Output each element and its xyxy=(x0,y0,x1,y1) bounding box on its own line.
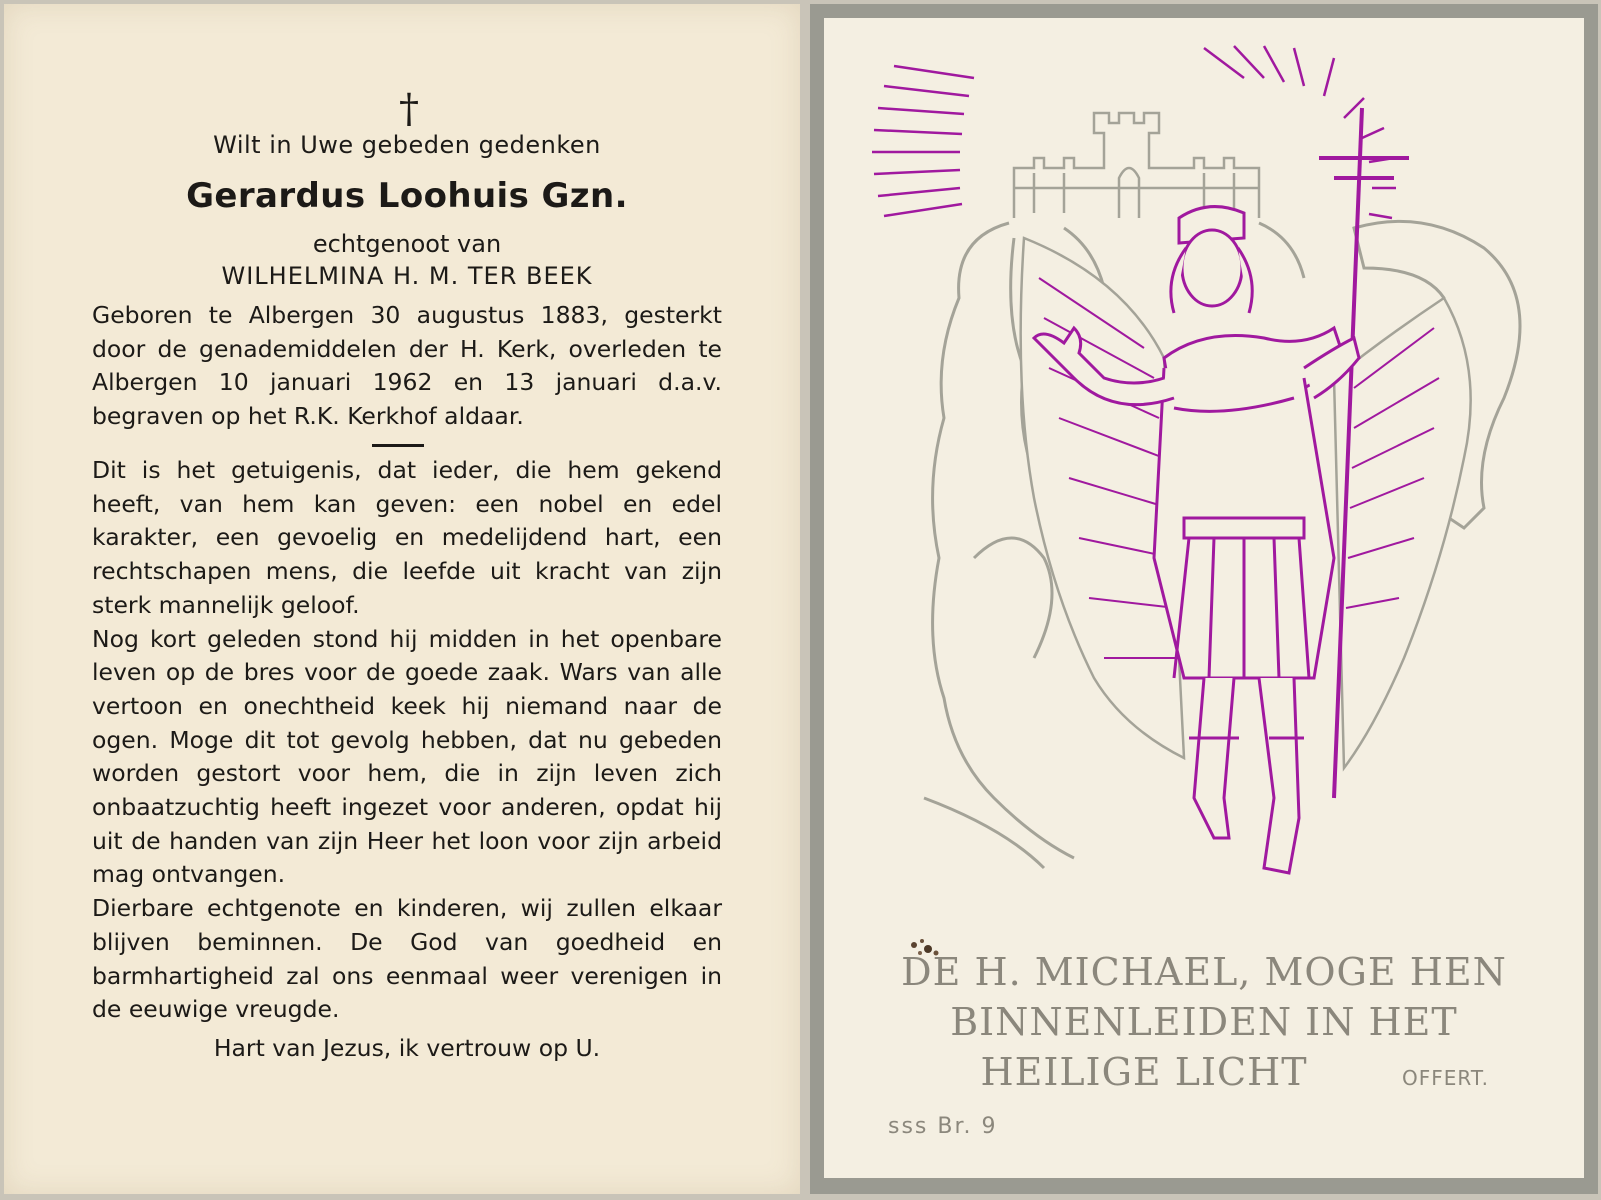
testimony-paragraph-3: Dierbare echtgenote en kinderen, wij zullen elkaar blijven beminnen. De God van goedheid en barmhartigheid zal ons eenmaal weer verenigen in de eeuwige vreugde. xyxy=(92,894,722,1024)
caption-line-2: BINNENLEIDEN IN HET xyxy=(950,1000,1458,1044)
divider xyxy=(372,444,424,447)
caption-line-3: HEILIGE LICHT xyxy=(980,1050,1308,1094)
testimony-paragraph-1: Dit is het getuigenis, dat ieder, die hem gekend heeft, van hem kan geven: een nobel en edel karakter, een gevoelig en medelijdend hart, een rechtschapen mens, die leefde uit kracht van zijn sterk mannelijk geloof. xyxy=(92,456,722,619)
castle-icon xyxy=(1014,113,1259,218)
spouse-label: echtgenoot van xyxy=(312,230,502,258)
image-panel xyxy=(824,18,1584,1178)
series-number: sss Br. 9 xyxy=(888,1114,998,1139)
deceased-name: Gerardus Loohuis Gzn. xyxy=(186,176,628,216)
testimony-paragraph-2: Nog kort geleden stond hij midden in het openbare leven op de bres voor de goede zaak. Wars van alle vertoon en onechtheid keek hij niemand naar de ogen. Moge dit tot gevolg hebben, dat nu gebeden worden gestort voor hem, die in zijn leven zich onbaatzuchtig heeft ingezet voor anderen, opdat hij uit de handen van zijn Heer het loon voor zijn arbeid mag ontvangen. xyxy=(92,624,722,889)
cross-icon: † xyxy=(399,86,419,132)
intro-line: Wilt in Uwe gebeden gedenken xyxy=(213,131,601,159)
prayer-card-image-side xyxy=(810,4,1598,1194)
light-rays-left-icon xyxy=(872,66,974,216)
caption-line-1: DE H. MICHAEL, MOGE HEN xyxy=(901,950,1507,994)
closing-prayer: Hart van Jezus, ik vertrouw op U. xyxy=(213,1034,601,1062)
offert-label: OFFERT. xyxy=(1402,1066,1490,1090)
birth-death-paragraph: Geboren te Albergen 30 augustus 1883, gesterkt door de genademiddelen der H. Kerk, overleden te Albergen 10 januari 1962 en 13 januari d.a.v. begraven op het R.K. Kerkhof aldaar. xyxy=(92,301,722,431)
testimony-text xyxy=(92,454,722,1027)
archangel-michael-illustration xyxy=(864,38,1564,948)
prayer-card-text-side xyxy=(4,4,800,1194)
spouse-name: WILHELMINA H. M. TER BEEK xyxy=(221,262,593,290)
